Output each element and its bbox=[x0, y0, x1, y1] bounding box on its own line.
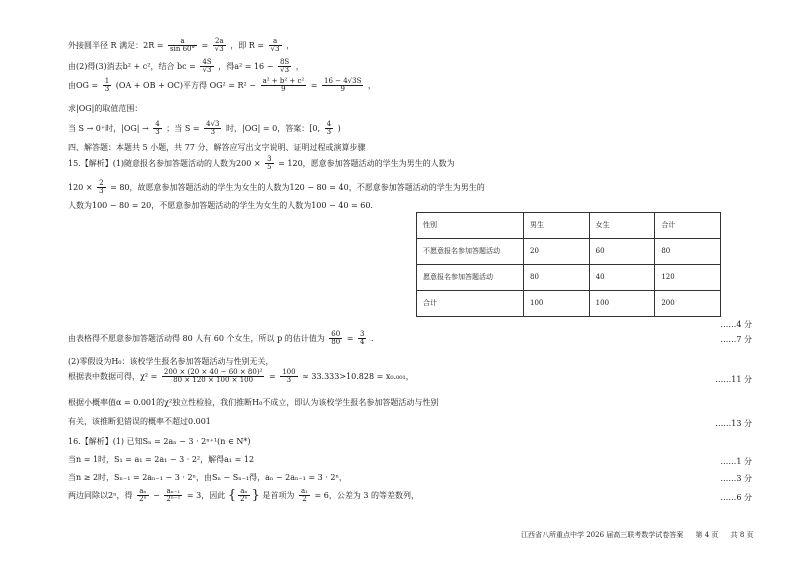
q15-line-1: 15.【解析】(1)随意报名参加答题活动的人数为200 × $\frac{3}{5}$ = 120，愿意参加答题活动的学生为男生的人数为 bbox=[68, 155, 455, 172]
table-header-row bbox=[417, 213, 721, 239]
page-footer bbox=[521, 531, 764, 539]
fraction: $\frac{a}{\sin 60^\circ}$ bbox=[170, 37, 195, 54]
fraction: $\frac{4}{3}$ bbox=[326, 120, 332, 137]
fraction: $\frac{4}{3}$ bbox=[155, 120, 160, 137]
section-heading: 四、解答题：本题共 5 小题，共 77 分，解答应写出文字说明、证明过程或演算步骤 bbox=[68, 143, 366, 152]
table-cell: 不愿意报名参加答题活动 bbox=[417, 239, 524, 265]
table-cell: 200 bbox=[655, 291, 721, 317]
fraction: $\frac{8S}{√3}$ bbox=[279, 58, 290, 75]
table-cell: 合计 bbox=[417, 291, 524, 317]
fraction: $\frac{\text{200 × (20 × 40 − 60 × 80)²}}{80 \times 120 \times 100 \times 100}$ bbox=[163, 368, 263, 385]
table-cell: 100 bbox=[524, 291, 590, 317]
table-row bbox=[417, 239, 721, 265]
fraction: $\frac{\text{aₙ}}{\text{2ⁿ}}$ bbox=[139, 487, 147, 504]
estimate-line: 由表格得不愿意参加答题活动得 80 人有 60 个女生，所以 p 的估计值为 $\frac{60}{80}$ = $\frac{3}{4}$ ． bbox=[68, 330, 380, 347]
table-cell: 40 bbox=[589, 265, 655, 291]
table-row bbox=[417, 265, 721, 291]
table-row bbox=[417, 291, 721, 317]
score-mark: ……7 分 bbox=[720, 335, 752, 344]
conclusion-line-1: 根据小概率值α = 0.001的χ²独立性检验，我们推断H₀不成立，即认为该校学生报名参加答题活动与性别 bbox=[68, 398, 439, 407]
fraction: $\frac{1}{3}$ bbox=[104, 77, 110, 94]
table-cell: 80 bbox=[524, 265, 590, 291]
score-mark: ……1 分 bbox=[720, 457, 752, 466]
table-cell: 100 bbox=[589, 291, 655, 317]
fraction: $\frac{2}{3}$ bbox=[99, 179, 104, 196]
table-header-cell: 合计 bbox=[655, 213, 721, 239]
fraction: $\frac{100}{3}$ bbox=[282, 368, 296, 385]
fraction: $\frac{60}{80}$ bbox=[331, 330, 341, 347]
table-header-cell: 性别 bbox=[417, 213, 524, 239]
fraction: $\frac{\text{aₙ₋₁}}{\text{2ⁿ⁻¹}}$ bbox=[166, 487, 181, 504]
circumradius-line: 外接圆半径 R 满足：2R = $\frac{a}{\sin 60^\circ}$ = $\frac{2a}{√3}$ ，即 R = $\frac{a}{√3}$ ， bbox=[68, 37, 295, 54]
table-cell: 80 bbox=[655, 239, 721, 265]
q16-line-3: 当n ≥ 2时，Sₙ₋₁ = 2aₙ₋₁ − 3 · 2ⁿ，由Sₙ − Sₙ₋₁得，aₙ − 2aₙ₋₁ = 3 · 2ⁿ， bbox=[68, 473, 347, 482]
footer-total: 共 8 页 bbox=[730, 531, 754, 539]
chi-square-line: 根据表中数据可得，χ² = $\frac{\text{200 × (20 × 40 − 60 × 80)²}}{80 \times 120 \times 100 \times 100}$ = $\frac{100}{3}$ ≈ 33.333>10.828 = x₀.₀₀₁， bbox=[68, 368, 414, 385]
fraction: $\frac{a}{√3}$ bbox=[270, 37, 280, 54]
q15-line-2: 120 × $\frac{2}{3}$ = 80，故愿意参加答题活动的学生为女生的人数为120 − 80 = 40，不愿意参加答题活动的学生为男生的 bbox=[68, 179, 485, 196]
score-mark: ……3 分 bbox=[720, 474, 752, 483]
q16-line-2: 当n = 1时，S₁ = a₁ = 2a₁ − 3 · 2²，解得a₁ = 12 bbox=[68, 455, 255, 464]
table-cell: 愿意报名参加答题活动 bbox=[417, 265, 524, 291]
table-cell: 60 bbox=[589, 239, 655, 265]
table-header-cell: 男生 bbox=[524, 213, 590, 239]
left-brace: { bbox=[227, 488, 237, 504]
score-mark: ……11 分 bbox=[715, 375, 752, 384]
fraction: $\frac{4S}{√3}$ bbox=[202, 58, 212, 75]
q16-line-4: 两边同除以2ⁿ，得 $\frac{\text{aₙ}}{\text{2ⁿ}}$ − $\frac{\text{aₙ₋₁}}{\text{2ⁿ⁻¹}}$ = 3，因此 { $\frac{\text{aₙ}}{\text{2ⁿ}}$ } 是首项为 $\frac{\text{a₁}}{2}$ = 6，公差为 3 的等差数列， bbox=[68, 487, 419, 504]
score-mark: ……6 分 bbox=[720, 493, 752, 502]
answer-line: 当 S → 0⁺时，|OG| → $\frac{4}{3}$ ；当 S = $\frac{4√3}{3}$ 时，|OG| = 0，答案：[0, $\frac{4}{3}$ ) bbox=[68, 120, 341, 137]
footer-page: 第 4 页 bbox=[695, 531, 719, 539]
fraction: $\frac{3}{5}$ bbox=[267, 155, 272, 172]
contingency-table bbox=[416, 212, 721, 317]
score-mark: ……13 分 bbox=[715, 419, 752, 428]
null-hypothesis-line: (2)零假设为H₀：该校学生报名参加答题活动与性别无关， bbox=[68, 357, 274, 366]
footer-school: 江西省八所重点中学 2026 届高三联考数学试卷答案 bbox=[521, 531, 684, 539]
fraction: $\frac{2a}{√3}$ bbox=[214, 37, 224, 54]
table-cell: 120 bbox=[655, 265, 721, 291]
eliminate-line: 由(2)得(3)消去b² + c²，结合 bc = $\frac{4S}{√3}$ ，得a² = 16 − $\frac{8S}{√3}$ ， bbox=[68, 58, 304, 75]
fraction: $\frac{\text{aₙ}}{\text{2ⁿ}}$ bbox=[240, 487, 248, 504]
table-header-cell: 女生 bbox=[589, 213, 655, 239]
table-cell: 20 bbox=[524, 239, 590, 265]
fraction: $\frac{\text{a₁}}{2}$ bbox=[300, 487, 308, 504]
range-prompt: 求|OG|的取值范围： bbox=[68, 104, 143, 113]
fraction: $\frac{3}{4}$ bbox=[360, 330, 365, 347]
text: 外接圆半径 R 满足：2R = bbox=[68, 40, 164, 50]
q15-line-3: 人数为100 − 80 = 20，不愿意参加答题活动的学生为女生的人数为100 − 40 = 60． bbox=[68, 201, 379, 210]
fraction: $\frac{4√3}{3}$ bbox=[206, 120, 220, 137]
right-brace: } bbox=[251, 488, 260, 504]
fraction: $\frac{16 - 4√3S}{9}$ bbox=[323, 77, 362, 94]
q16-line-1: 16.【解析】(1) 已知Sₙ = 2aₙ − 3 · 2ⁿ⁺¹(n ∈ N*) bbox=[68, 437, 251, 446]
score-mark: ……4 分 bbox=[720, 320, 752, 329]
conclusion-line-2: 有关，该推断犯错误的概率不超过0.001 bbox=[68, 417, 211, 426]
og-squared-line: 由OG = $\frac{1}{3}$ (OA + OB + OC)平方得 OG² = R² − $\frac{\text{a² + b² + c²}}{9}$ = $\frac{16 - 4√3S}{9}$ ， bbox=[68, 77, 376, 94]
fraction: $\frac{\text{a² + b² + c²}}{9}$ bbox=[262, 77, 305, 94]
